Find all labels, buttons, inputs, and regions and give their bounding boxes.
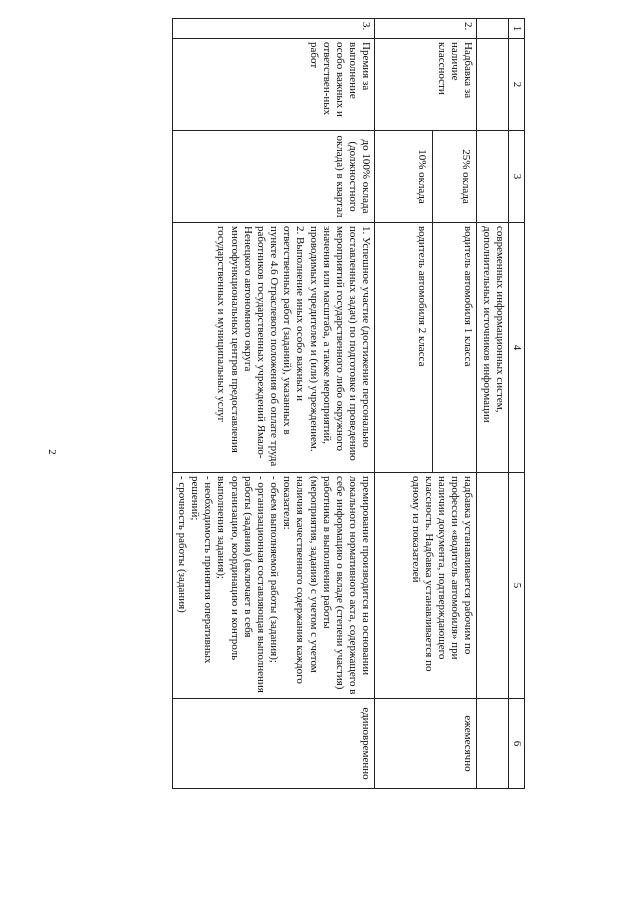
criterion-2: 2. Выполнение иных особо важных и ответственных работ (заданий), указанных в пункте 4.6 Отраслевого положения об оплате труда работников государственных учреждений Ямало-Ненецкого автономного округа многофункциональных центров предоставления государственных и муниципальных услуг [215, 226, 307, 467]
page-number: 2 [46, 449, 58, 455]
table-row-continuation [477, 19, 508, 789]
header-col-5: 5 [508, 473, 524, 699]
condition-item: - организационная составляющая выполнения работы (задания) (включает в себя организацию, координацию и контроль выполнения задания); [215, 476, 267, 693]
header-col-6: 6 [508, 699, 524, 789]
payment-amount: до 100% оклада (должностного оклада) в квартал [172, 131, 375, 223]
continuation-criteria: современных информационных систем, дополнительных источников информации [477, 223, 508, 473]
payment-name: Премия за выполнение особо важных и ответствен-ных работ [172, 39, 375, 131]
table-row-special-work-bonus [172, 19, 375, 789]
header-col-4: 4 [508, 223, 524, 473]
header-row [508, 19, 524, 789]
conditions-intro: премирование производится на основании локального нормативного акта, содержащего в себе информацию о вкладе (степени участия) работника в выполнении работы (мероприятия, задания) с учетом с учетом наличия качественного содержания каждого показателя: [281, 476, 373, 695]
condition-item: - объем выполняемой работы (задания); [268, 476, 281, 663]
amount-10: 10% оклада [375, 131, 433, 223]
payment-period: единовременно [172, 699, 375, 789]
criterion-class-1: водитель автомобиля 1 класса [433, 223, 477, 473]
payment-criteria [172, 223, 375, 473]
amount-25: 25% оклада [433, 131, 477, 223]
criterion-1: 1. Успешное участие (достижение персонально поставленных задач) по подготовке и проведению мероприятий государственного либо окружного значения или масштаба, а также мероприятий, проводимых учредителем и (или) учреждением. [307, 226, 373, 461]
rotated-page [113, 18, 525, 788]
payment-period: ежемесячно [375, 699, 477, 789]
row-number: 3. [172, 19, 375, 39]
criterion-class-2: водитель автомобиля 2 класса [375, 223, 433, 473]
bonus-table [172, 18, 525, 789]
table-row-class-bonus-a [433, 19, 477, 789]
header-col-2: 2 [508, 39, 524, 131]
condition-item: - необходимость принятия оперативных решений; [189, 476, 215, 664]
condition-item: - срочность работы (задания) [175, 476, 188, 613]
payment-conditions [172, 473, 375, 699]
header-col-3: 3 [508, 131, 524, 223]
payment-name: Надбавка за наличие классности [375, 39, 477, 131]
header-col-1: 1 [508, 19, 524, 39]
payment-conditions: надбавка устанавливается рабочим по профессии «водитель автомобиля» при наличии документа, подтверждающего классность. Надбавка устанавливается по одному из показателей [375, 473, 477, 699]
row-number: 2. [375, 19, 477, 39]
